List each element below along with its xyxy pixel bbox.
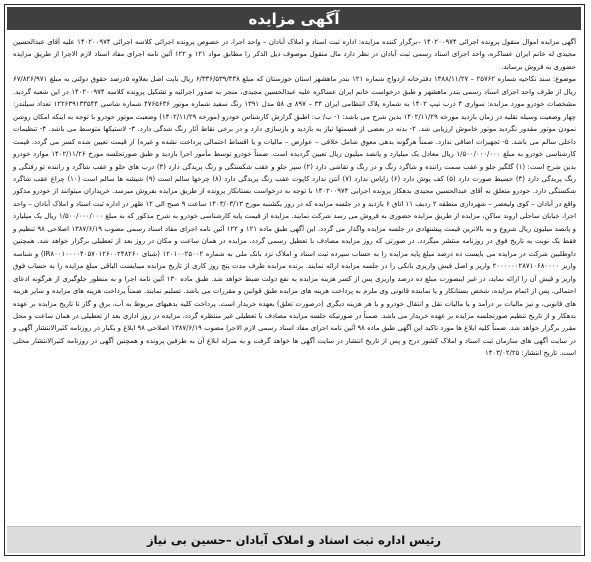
notice-frame [4, 4, 585, 556]
notice-body [13, 36, 576, 360]
intro-paragraph: آگهی مزایده اموال منقول پرونده اجرائی ۱۴۰۲۰۰۹۷۴ –برگزار کننده مزایده: اداره ثبت اسناد و املاک آبادان – واحد اجرا، در خصوص پرونده اجرائی کلاسه اجرائی ۱۴۰۲۰۰۹۷۴ علیه آقای عبدالحسین مجیدی له خانم ایران عساکره، واحد اجرای اسناد رسمی ثبت آبادان در نظر دارد مال منقول موصوف ذیل الذکر را مطابق مواد ۱۲۱ و ۱۲۲ آئین نامه اجرای مفاد اسناد لازم الاجرا از طریق مزایده حضوری به فروش برساند. [13, 38, 576, 71]
notice-title: آگهی مزایده [248, 9, 340, 28]
signature-text: رئیس اداره ثبت اسناد و املاک آبادان –حسین بی نیاز [146, 533, 442, 547]
title-banner [7, 7, 581, 30]
signature-bar [7, 526, 581, 553]
details-paragraph: موضوع: سند نکاحیه شماره ۲۵۷۶۲ – ۱۳۸۸/۱۱/۲۷ دفترخانه ازدواج شماره ۱۲۱ بندر ماهشهر استان خوزستان که مبلغ ۶/۳۳۶/۵۳۹/۴۳۸ ریال بابت اصل بعلاوه ۵درصد حقوق دولتی به مبلغ ۶۷/۸۲۶/۹۷۱ ریال از طرف واحد اجرای اسناد رسمی بندر ماهشهر و طبق درخواست خانم ایران عساکره علیه عبدالحسین مجیدی، منجر به صدور اجرائیه و تشکیل پرونده کلاسه ۱۴۰۲۰۰۹۷۴ در این شعبه گردید. مشخصات خودرو مورد مزایده: سواری ۴ درب تیپ ۱۴۰۲ به شماره پلاک انتظامی ایران ۳۴ – ۸۹۷ ی ۵۸ مدل ۱۳۹۱ رنگ سفید شماره موتور ۴۷۶۵۶۳۶ شماره شاسی ۱۲۲۶۳۹۱۳۳۵۴۴ تعداد سیلندر: چهار وضعیت وسیله نقلیه در زمان بازدید مورخه ۱۴۰۲/۱۱/۲۹ بدین شرح می باشد: ۱- ب/ ب: اطبق گزارش کارشناس خودرو (مورخه ۱۴۰۲/۱۱/۲۹) وضعیت موتور خودرو با توجه به اینکه امکان روشن نمودن موتور مقدور نگردید موتور خاموش ارزیابی شد. ۲- بدنه در بعضی از قسمتها نیاز به بازدید و بازسازی دارد و در برخی نقاط آثار رنگ شدگی دارد. ۳- لاستیکها متوسط می باشد. ۴- تنظیمات داخلی سالم می باشد. ۵- تجهیزات اضافی ندارد. ضمناً هرگونه بدهی معوق شامل خلافی – عوارض – مالیات و یا اقساط احتمالی پرداخت نشده و غیره) از قیمت تعیین شده کسر می گردد. قیمت کارشناسی خودرو به مبلغ ۱/۵۰۰/۰۰۰/۰۰۰ ریال معادل یک میلیارد و پانصد میلیون ریال تعیین گردیده است. ضمناً خودرو توسط مأمور اجرا بازدید و طبق صورتجلسه مورخ ۱۴۰۲/۱۱/۲۶ موارد خودرو بدین شرح است: (۱) گلگیر جلو و عقب سمت راننده و شاگرد رنگ و در رنگ و تقاشی دارد (۲) سپر جلو و عقب شکستگی و رنگ پریدگی دارد (۳) درب های جلو و عقب شاگرد و راننده تو رفتگی و رنگ پریدگی دارد (۴) خسیط صورت دارد (۵) کف پوش دارد (۶) زاپاس ندارد (۷) آنتن ندارد کاپوت عقب رنگ پریدگی دارد (۸) چرخها سالم است (۹) شیشه ها سالم است (۱۰) چراغ عقب شاگرد شکستگی دارد. خودرو متعلق به آقای عبدالحسین مجیدی بدهکار پرونده اجرایی ۱۴۰۲۰۰۹۷۴ با توجه به درخواست بستانکار پرونده از طریق مزایده بفروش میرسد. خریداران میتوانند از خودرو مذکور واقع در آبادان – کوی ولیعصر – شهرداری منطقه ۲ ردیف ۱۱ اتاق ۶ بازدید و در جلسه مزایده که در روز یکشنبه مورخ ۱۴۰۳/۰۳/۱۳ ساعت ۹ صبح الی ۱۲ ظهر در اداره ثبت اسناد و املاک آبادان – واحد اجرا، خیابان ساحلی اروند ساکن، مزایده از طریق مزایده حضوری به فروش می رسد شرکت نمایند. مزایده از قیمت پایه کارشناسی خودرو به شرح مذکور که به مبلغ ۱/۵۰۰/۰۰۰/۰۰۰ ریال یک میلیارد و پانصد میلیون ریال شروع و به بالاترین قیمت پیشنهادی در جلسه مزایده واگذار می گردد. این آگهی طبق ماده ۱۲۱ و ۱۲۲ آئین نامه اجرای مفاد اسناد رسمی مصوب ۱۳۸۷/۶/۱۹ اصلاحی ۹۸ تنظیم و فقط یک نوبت به تاریخ فوق در روزنامه منتشر میگردد. در صورتی که روز مزایده مصادف با تعطیل رسمی گردد، مزایده در همان ساعت و مکان در روز بعد از تعطیلی برگزار خواهد شد. همچنین داوطلبین شرکت در مزایده می بایست ده درصد مبلغ پایه مزایده را به حساب سپرده ثبت اسناد و املاک نزد بانک ملی به شماره ۱۲۰۱۰۰۲۵۰۰۲ (شبای IR۸۰۰۱۰۰۰۰۴۰۵۷۰۱۲۶۰۰۲۴۸۲۶۰) و شناسه واریز ۲۰۰۰۰۰۰۲۸۷۱۰۶۸۰۰۰۰ واریز و اصل فیش واریزی بانکی را در جلسه مزایده ارائه نمایند. برنده مزایده ظرف مدت پنج روز کاری از تاریخ مزایده میبایست الباقی مبلغ مزایده را به حساب فوق واریز و فیش آن را ارائه نماید، در غیر اینصورت مبلغ ده درصد واریزی پس از کسر هزینه مزایده به نفع دولت ضبط خواهد شد. طبق ماده ۱۳۰ آئین نامه اجرا و به منظور جلوگیری از هرگونه ادعای احتمالی، پس از اتمام مزایده، شخص بستانکار و یا نماینده قانونی وی ملزم به پرداخت هزینه های مزایده طبق قوانین و مقررات می باشد. تسلیم نمایند. ضمناً پرداخت هزینه های مزایده و سایر هزینه های قانونی، و نیز مالیات بر درآمد و یا مالیات نقل و انتقال خودرو و یا هر هزینه دیگری (درصورت تعلق) بعهده خریدار است. پرداخت کلیه بدهیهای مربوط به آب، برق و گاز تا تاریخ مزایده بر عهده بدهکار و از تاریخ تنظیم صورتجلسه مزایده بر عهده خریدار می باشد. ضمناً در صورتیکه جلسه مزایده مصادف با تعطیلی غیر منتظره گردد، مزایده در روز اداری بعد از تعطیلی در همان ساعت و محل مقرر برگزار خواهد شد. ضمناً کلیه ابلاغ ها مورد تاکید این آگهی طبق ماده ۹۸ آئین نامه اجرای مفاد اسناد رسمی لازم الاجرا مصوب ۱۳۸۷/۶/۱۹ اصلاحی ۹۸ ابلاغ و یکبار در روزنامه کثیرالانتشار آگهی و در سایت آگهی های سازمان ثبت اسناد و املاک کشور درج و پس از تاریخ انتشار در سایت آگهی ها خواهد گرفت و به منزله ابلاغ آن به طرفین پرونده و همچنین آگهی در روزنامه کثیرالانتشار محلی است. تاریخ انتشار: ۱۴۰۳/۰۲/۲۵ [13, 75, 577, 358]
